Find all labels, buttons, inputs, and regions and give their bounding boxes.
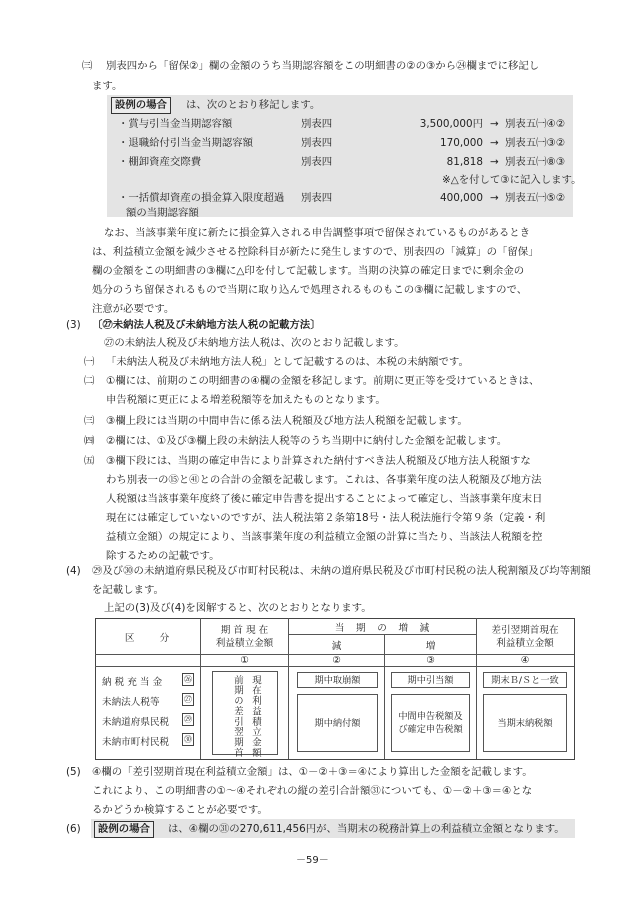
item-marker: ㈢ [84, 415, 95, 427]
section-number: (5) [66, 766, 81, 778]
example-row-source: 別表四 [301, 156, 333, 168]
example-label: 設例の場合 [111, 97, 171, 114]
header-change: 当 期 の 増 減 [334, 622, 431, 634]
row-number: ㉖ [184, 675, 192, 684]
example-row-dest: 別表五㈠⑧③ [505, 156, 566, 168]
example-row-dest: 別表五㈠⑤② [505, 192, 566, 204]
section-line: るかどうか検算することが必要です。 [92, 804, 268, 816]
paragraph-line: なお、当該事業年度に新たに損金算入される申告調整事項で留保されているものがあるとき [104, 227, 531, 239]
section-line: これにより、この明細書の①～④それぞれの縦の差引合計額㉛についても、①－②＋③＝④とな [92, 785, 533, 797]
item-line: ①欄には、前期のこの明細書の④欄の金額を移記します。前期に更正等を受けているときは、 [106, 375, 540, 387]
item-line: ③欄下段には、当期の確定申告により計算された納付すべき法人税額及び地方法人税額すな [106, 455, 531, 467]
example-row-dest: 別表五㈠③② [505, 137, 566, 149]
box-increase-line: び確定申告税額 [398, 724, 463, 735]
col-number: ① [240, 655, 249, 666]
box-decrease-top: 期中取崩額 [297, 672, 378, 688]
header-decrease: 減 [331, 640, 342, 652]
section-line: ④欄の「差引翌期首現在利益積立金額」は、①－②＋③＝④により算出した金額を記載します。 [92, 766, 533, 778]
row-number: ㉚ [184, 735, 192, 744]
row-label: 未納市町村民税 [102, 737, 170, 748]
example-row-name: ・一括償却資産の損金算入限度超過 [118, 192, 285, 204]
section-number: (3) [66, 319, 81, 331]
item-line: 益積立金額）の規定により、当該事業年度の利益積立金額の計算に当たり、当該法人税額を控 [106, 531, 543, 543]
header-closing-line: 差引翌期首現在 [491, 624, 559, 636]
row-label: 納 税 充 当 金 [102, 677, 163, 688]
example-text: は、④欄の㉛の270,611,456円が、当期末の税務計算上の利益積立金額となります。 [168, 823, 565, 835]
arrow-icon: → [490, 192, 499, 204]
example-row-source: 別表四 [301, 192, 333, 204]
example-row-dest: 別表五㈠④② [505, 118, 566, 130]
item-line: 「未納法人税及び未納地方法人税」として記載するのは、本税の未納額です。 [106, 356, 469, 368]
box-increase-line: 中間申告税額及 [398, 711, 463, 722]
example-row-name: ・賞与引当金当期認容額 [118, 118, 233, 130]
header-closing-line: 利益積立金額 [496, 637, 554, 649]
example-note: ※△を付して③に記入します。 [442, 174, 582, 186]
item-line: ③欄上段には当期の中間申告に係る法人税額及び地方法人税額を記載します。 [106, 415, 468, 427]
arrow-icon: → [490, 118, 499, 130]
item-line: わち別表一の⑮と㊶との合計の金額を記載します。これは、各事業年度の法人税額及び地方法 [106, 474, 542, 486]
grid-line [95, 666, 574, 667]
section-heading: 〔㉗未納法人税及び未納地方法人税の記載方法〕 [92, 319, 321, 331]
example-row-amount: 3,500,000円 [419, 118, 483, 130]
section3-line2: ます。 [92, 80, 123, 92]
example-row-amount: 81,818 [446, 156, 483, 168]
arrow-icon: → [490, 156, 499, 168]
paragraph-line: 処分のうち留保されるもので当期に取り込んで処理されるものもこの③欄に記載しますので、 [92, 284, 528, 296]
item-marker: ㈠ [84, 356, 95, 368]
item-marker: ㈡ [84, 375, 95, 387]
box-decrease-bottom: 期中納付額 [297, 694, 378, 752]
paragraph-line: 注意が必要です。 [92, 303, 175, 315]
example-row-name: ・棚卸資産交際費 [118, 156, 202, 168]
example-row-source: 別表四 [301, 118, 333, 130]
header-opening-line: 期 首 現 在 [220, 624, 269, 636]
row-label: 未納法人税等 [102, 697, 160, 708]
item-marker: ㈣ [84, 435, 95, 447]
row-label: 未納道府県民税 [102, 717, 170, 728]
example-row-source: 別表四 [301, 137, 333, 149]
item-line: ②欄には、①及び③欄上段の未納法人税等のうち当期中に納付した金額を記載します。 [106, 435, 508, 447]
section-marker: ㈢ [82, 60, 93, 72]
opening-box [212, 671, 278, 755]
example-row-name: ・退職給付引当金当期認容額 [118, 137, 254, 149]
example-row-amount: 400,000 [440, 192, 483, 204]
col-number: ④ [520, 655, 530, 666]
example-intro: は、次のとおり移記します。 [186, 99, 321, 111]
row-number: ㉗ [184, 695, 192, 704]
arrow-icon: → [490, 137, 499, 149]
example-row-continuation: 額の当期認容額 [126, 207, 199, 219]
item-line: 現在には確定していないのですが、法人税法第２条第18号・法人税法施行令第９条（定義・利 [106, 512, 546, 524]
section-line: ㉙及び㉚の未納道府県民税及び市町村民税は、未納の道府県民税及び市町村民税の法人税割額及び均等割額 [92, 565, 591, 577]
section-intro: ㉗の未納法人税及び未納地方法人税は、次のとおり記載します。 [104, 337, 405, 349]
item-line: 除するための記載です。 [106, 550, 220, 562]
box-closing-bottom: 当期末納税額 [483, 694, 567, 752]
example-row-amount: 170,000 [440, 137, 483, 149]
section-number: (6) [66, 823, 81, 835]
box-closing-top: 期末Ｂ/Ｓと一致 [483, 672, 567, 688]
col-number: ③ [426, 655, 435, 666]
section3-line1: 別表四から「留保②」欄の金額のうち当期認容額をこの明細書の②の③から㉔欄までに移記し [106, 60, 540, 72]
example-label: 設例の場合 [94, 821, 154, 838]
header-closing [477, 619, 573, 654]
paragraph-line: は、利益積立金額を減少させる控除科目が新たに発生しますので、別表四の「減算」の「留保」 [92, 246, 539, 258]
diagram-intro: 上記の(3)及び(4)を図解すると、次のとおりとなります。 [104, 602, 372, 614]
page-number: －59－ [296, 855, 329, 866]
vertical-text-right: 現在利益積立金額 [250, 675, 261, 759]
item-line: 申告税額に更正による増差税額等を加えたものとなります。 [106, 394, 386, 406]
col-number: ② [332, 655, 341, 666]
item-marker: ㈤ [84, 455, 95, 467]
header-increase: 増 [425, 640, 436, 652]
paragraph-line: 欄の金額をこの明細書の③欄に△印を付して記載します。当期の決算の確定日までに剰余金の [92, 265, 525, 277]
item-line: 人税額は当該事業年度終了後に確定申告書を提出することによって確定し、当該事業年度末日 [106, 493, 543, 505]
header-kubun: 区 分 [124, 632, 172, 644]
row-number: ㉙ [184, 715, 192, 724]
vertical-text-left: 前期の差引翌期首 [232, 675, 243, 759]
box-increase-top: 期中引当額 [391, 672, 470, 688]
box-increase-bottom [391, 694, 470, 752]
header-opening-line: 利益積立金額 [215, 637, 274, 649]
section-number: (4) [66, 565, 81, 577]
header-opening [201, 619, 288, 654]
section-line: を記載します。 [92, 584, 164, 596]
